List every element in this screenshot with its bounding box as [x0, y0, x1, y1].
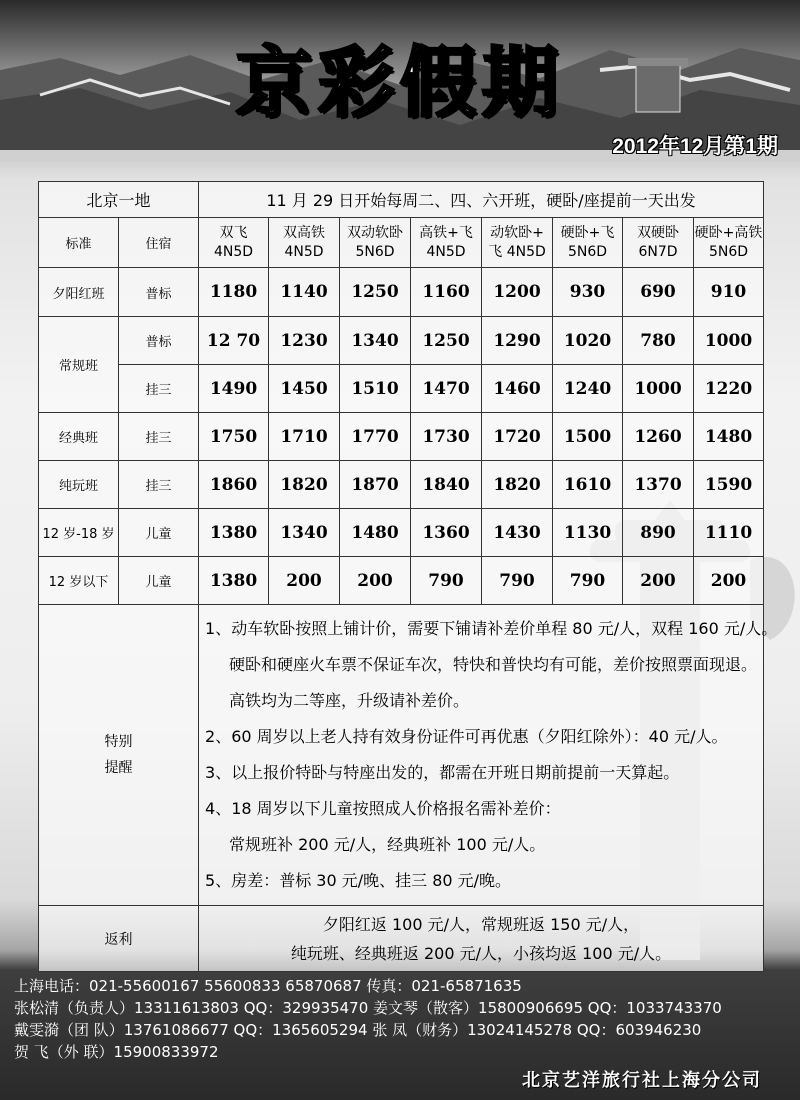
page-title: 京彩假期 [236, 38, 564, 127]
rebate-label: 返利 [39, 906, 199, 972]
table-row [39, 317, 764, 365]
price-cell: 1180 [199, 268, 269, 317]
price-cell: 1710 [269, 413, 340, 461]
price-cell: 1130 [553, 509, 623, 557]
price-cell: 1720 [482, 413, 553, 461]
price-cell: 1380 [199, 509, 269, 557]
price-cell: 1370 [623, 461, 694, 509]
lodging-cell: 普标 [119, 268, 199, 317]
price-cell: 1500 [553, 413, 623, 461]
price-cell: 1250 [411, 317, 482, 365]
price-cell: 1340 [340, 317, 411, 365]
price-cell: 1480 [694, 413, 764, 461]
notes-content [199, 605, 778, 906]
category-cell: 纯玩班 [39, 461, 119, 509]
price-cell: 1250 [340, 268, 411, 317]
price-cell: 1870 [340, 461, 411, 509]
notes-row [39, 605, 764, 906]
price-cell: 1200 [482, 268, 553, 317]
price-cell: 1360 [411, 509, 482, 557]
price-cell: 1000 [623, 365, 694, 413]
package-header: 双动软卧 5N6D [340, 218, 411, 268]
note-line: 4、18 周岁以下儿童按照成人价格报名需补差价： [205, 799, 561, 818]
price-cell: 1470 [411, 365, 482, 413]
price-cell: 890 [623, 509, 694, 557]
price-cell: 790 [482, 557, 553, 605]
price-cell: 1110 [694, 509, 764, 557]
rebate-line: 夕阳红返 100 元/人，常规班返 150 元/人， [322, 914, 640, 934]
rebate-line: 纯玩班、经典班返 200 元/人，小孩均返 100 元/人。 [290, 943, 672, 963]
price-cell: 1490 [199, 365, 269, 413]
lodging-cell: 挂三 [119, 413, 199, 461]
rebate-row [39, 906, 764, 972]
price-cell: 790 [553, 557, 623, 605]
price-table [38, 181, 778, 972]
contact-line: 戴雯漪（团 队）13761086677 QQ：1365605294 张 凤（财务）13024145278 QQ：603946230 [14, 1021, 702, 1039]
price-cell: 12 70 [199, 317, 269, 365]
price-cell: 1160 [411, 268, 482, 317]
lodging-cell: 普标 [119, 317, 199, 365]
price-cell: 1450 [269, 365, 340, 413]
price-cell: 1610 [553, 461, 623, 509]
price-cell: 200 [623, 557, 694, 605]
price-cell: 1000 [694, 317, 764, 365]
contact-footer [14, 975, 794, 1063]
lodging-cell: 儿童 [119, 557, 199, 605]
table-row [39, 461, 764, 509]
price-cell: 1240 [553, 365, 623, 413]
price-cell: 780 [623, 317, 694, 365]
price-cell: 1730 [411, 413, 482, 461]
price-cell: 1590 [694, 461, 764, 509]
note-line: 高铁均为二等座，升级请补差价。 [229, 691, 470, 710]
price-cell: 1820 [482, 461, 553, 509]
table-row [39, 557, 764, 605]
price-cell: 690 [623, 268, 694, 317]
price-cell: 910 [694, 268, 764, 317]
category-cell: 经典班 [39, 413, 119, 461]
notes-label: 特别 提醒 [39, 605, 199, 906]
price-cell: 1840 [411, 461, 482, 509]
rebate-content [199, 906, 764, 972]
contact-line: 贺 飞（外 联）15900833972 [14, 1043, 219, 1061]
price-cell: 1460 [482, 365, 553, 413]
table-row [39, 413, 764, 461]
contact-phone-line: 上海电话：021-55600167 55600833 65870687 传真：021-65871635 [14, 977, 522, 995]
price-cell: 1750 [199, 413, 269, 461]
package-header: 动软卧+ 飞 4N5D [482, 218, 553, 268]
note-line: 5、房差：普标 30 元/晚、挂三 80 元/晚。 [205, 871, 512, 890]
col-standard: 标准 [39, 218, 119, 268]
price-cell: 1480 [340, 509, 411, 557]
lodging-cell: 挂三 [119, 365, 199, 413]
header-row [39, 218, 764, 268]
price-cell: 1260 [623, 413, 694, 461]
table-row [39, 268, 764, 317]
note-line: 3、以上报价特卧与特座出发的，都需在开班日期前提前一天算起。 [205, 763, 680, 782]
company-name: 北京艺洋旅行社上海分公司 [522, 1070, 762, 1091]
region-cell: 北京一地 [39, 182, 199, 218]
price-cell: 1020 [553, 317, 623, 365]
lodging-cell: 挂三 [119, 461, 199, 509]
table-row [39, 509, 764, 557]
header-banner [0, 0, 800, 162]
package-header: 双高铁 4N5D [269, 218, 340, 268]
note-line: 2、60 周岁以上老人持有效身份证件可再优惠（夕阳红除外）：40 元/人。 [205, 727, 728, 746]
price-cell: 1860 [199, 461, 269, 509]
price-cell: 1510 [340, 365, 411, 413]
lodging-cell: 儿童 [119, 509, 199, 557]
package-header: 硬卧+飞 5N6D [553, 218, 623, 268]
note-line: 1、动车软卧按照上铺计价，需要下铺请补差价单程 80 元/人，双程 160 元/人。 [205, 619, 778, 638]
note-line: 常规班补 200 元/人，经典班补 100 元/人。 [229, 835, 546, 854]
price-cell: 200 [340, 557, 411, 605]
price-cell: 200 [694, 557, 764, 605]
category-cell: 夕阳红班 [39, 268, 119, 317]
table-title-row [39, 182, 764, 218]
price-cell: 930 [553, 268, 623, 317]
package-header: 高铁+飞 4N5D [411, 218, 482, 268]
price-cell: 1430 [482, 509, 553, 557]
col-lodging: 住宿 [119, 218, 199, 268]
price-cell: 1380 [199, 557, 269, 605]
category-cell: 12 岁-18 岁 [39, 509, 119, 557]
package-header: 双飞 4N5D [199, 218, 269, 268]
note-line: 硬卧和硬座火车票不保证车次，特快和普快均有可能，差价按照票面现退。 [229, 655, 758, 674]
schedule-cell: 11 月 29 日开始每周二、四、六开班，硬卧/座提前一天出发 [199, 182, 764, 218]
price-cell: 1230 [269, 317, 340, 365]
price-cell: 1290 [482, 317, 553, 365]
price-cell: 790 [411, 557, 482, 605]
price-cell: 200 [269, 557, 340, 605]
price-cell: 1340 [269, 509, 340, 557]
price-cell: 1220 [694, 365, 764, 413]
issue-date: 2012年12月第1期 [612, 135, 778, 158]
price-cell: 1820 [269, 461, 340, 509]
category-cell: 12 岁以下 [39, 557, 119, 605]
price-cell: 1140 [269, 268, 340, 317]
category-cell: 常规班 [39, 317, 119, 413]
table-row [39, 365, 764, 413]
contact-line: 张松清（负责人）13311613803 QQ：329935470 姜文琴（散客）15800906695 QQ：1033743370 [14, 999, 722, 1017]
price-cell: 1770 [340, 413, 411, 461]
package-header: 双硬卧 6N7D [623, 218, 694, 268]
package-header: 硬卧+高铁 5N6D [694, 218, 764, 268]
